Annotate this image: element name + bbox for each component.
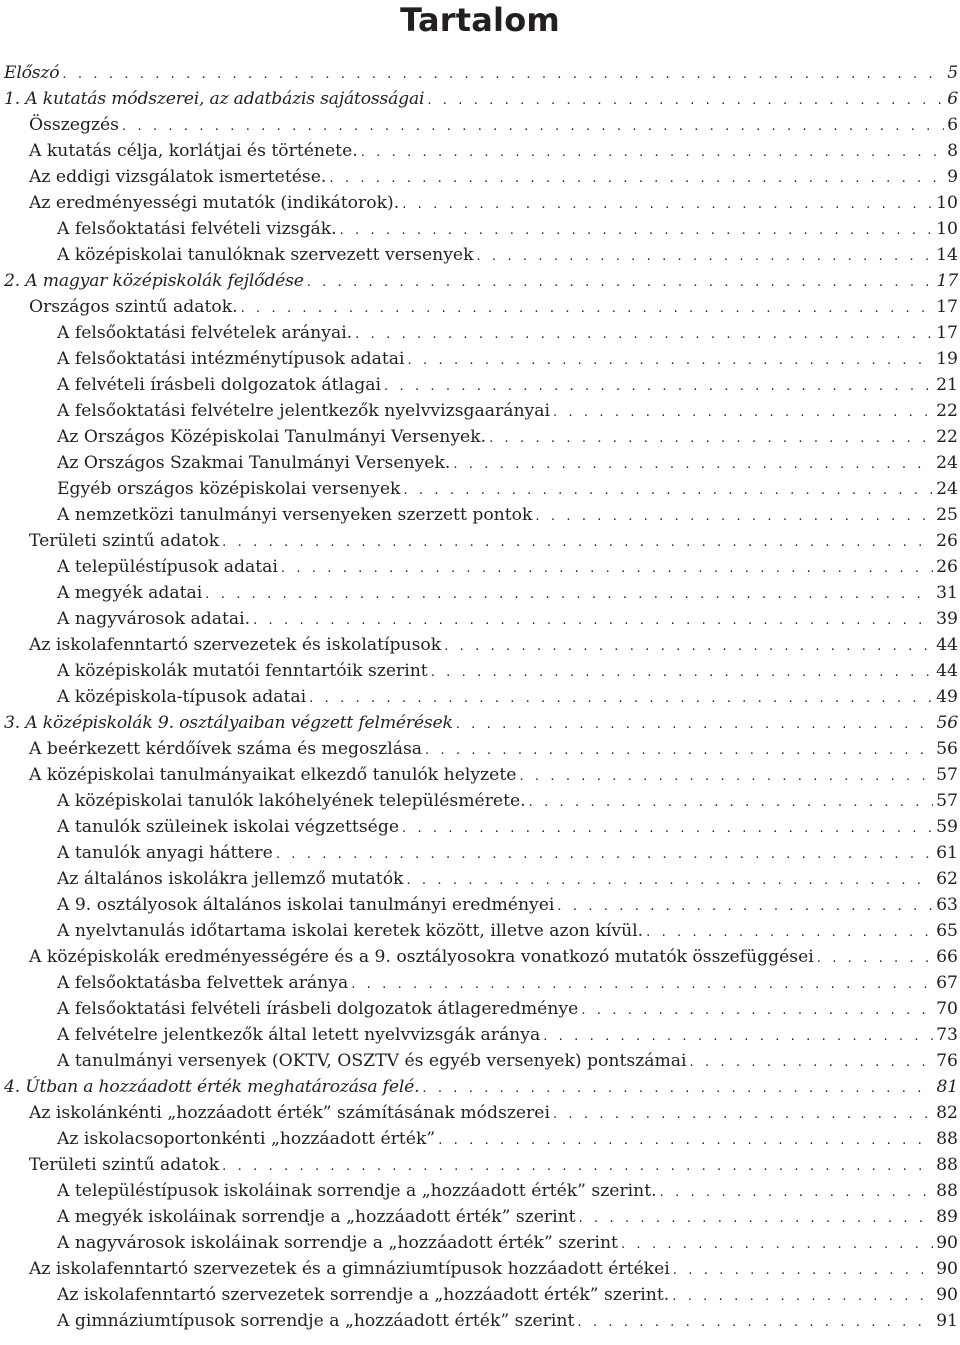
toc-entry[interactable] — [4, 1230, 958, 1256]
dot-leader — [489, 426, 933, 452]
dot-leader — [406, 868, 933, 894]
toc-entry-page-number: 76 — [936, 1051, 958, 1071]
toc-entry-title: A megyék adatai — [57, 583, 203, 603]
toc-entry-title: 3. A középiskolák 9. osztályaiban végzett felmérések — [4, 713, 453, 733]
dot-leader — [581, 998, 933, 1024]
dot-leader — [402, 192, 933, 218]
dot-leader — [281, 556, 933, 582]
toc-entry[interactable] — [4, 736, 958, 762]
dot-leader — [241, 296, 934, 322]
dot-leader — [425, 738, 933, 764]
toc-entry[interactable] — [4, 762, 958, 788]
dot-leader — [402, 816, 933, 842]
toc-entry-page-number: 5 — [947, 63, 958, 83]
toc-entry-page-number: 90 — [936, 1259, 958, 1279]
dot-leader — [351, 972, 933, 998]
toc-entry-title: Területi szintű adatok — [29, 531, 220, 551]
dot-leader — [553, 1102, 933, 1128]
toc-entry-page-number: 31 — [936, 583, 958, 603]
toc-entry-page-number: 22 — [936, 427, 958, 447]
toc-entry-title: A gimnáziumtípusok sorrendje a „hozzáadott érték” szerint — [57, 1311, 575, 1331]
toc-entry[interactable] — [4, 1074, 958, 1100]
toc-entry[interactable] — [4, 970, 958, 996]
toc-entry-title: Az iskolafenntartó szervezetek és iskolatípusok — [29, 635, 442, 655]
toc-entry-title: A 9. osztályosok általános iskolai tanulmányi eredményei — [57, 895, 555, 915]
dot-leader — [122, 114, 944, 140]
toc-entry[interactable] — [4, 1178, 958, 1204]
toc-entry-title: A középiskola-típusok adatai — [57, 687, 307, 707]
toc-entry-page-number: 9 — [947, 167, 958, 187]
dot-leader — [384, 374, 933, 400]
toc-entry-page-number: 25 — [936, 505, 958, 525]
toc-entry[interactable] — [4, 866, 958, 892]
toc-entry-title: Az iskolánkénti „hozzáadott érték” számításának módszerei — [29, 1103, 550, 1123]
toc-entry[interactable] — [4, 320, 958, 346]
dot-leader — [403, 478, 933, 504]
toc-entry-title: A felsőoktatási intézménytípusok adatai — [57, 349, 405, 369]
dot-leader — [62, 62, 944, 88]
toc-entry-page-number: 57 — [936, 791, 958, 811]
dot-leader — [222, 530, 933, 556]
toc-entry[interactable] — [4, 580, 958, 606]
dot-leader — [431, 660, 933, 686]
toc-entry-page-number: 66 — [936, 947, 958, 967]
toc-entry-page-number: 17 — [936, 271, 958, 291]
toc-entry-title: A nemzetközi tanulmányi versenyeken szerzett pontok — [57, 505, 533, 525]
toc-entry[interactable] — [4, 294, 958, 320]
dot-leader — [329, 166, 944, 192]
toc-entry-page-number: 17 — [936, 323, 958, 343]
toc-entry-page-number: 49 — [936, 687, 958, 707]
toc-entry-page-number: 44 — [936, 661, 958, 681]
toc-entry-page-number: 59 — [936, 817, 958, 837]
toc-entry-title: A településtípusok adatai — [57, 557, 278, 577]
toc-entry-page-number: 90 — [936, 1233, 958, 1253]
toc-entry-title: A felsőoktatásba felvettek aránya — [57, 973, 349, 993]
toc-entry[interactable] — [4, 1204, 958, 1230]
toc-entry-page-number: 88 — [936, 1155, 958, 1175]
toc-entry[interactable] — [4, 502, 958, 528]
toc-entry[interactable] — [4, 86, 958, 112]
dot-leader — [621, 1232, 933, 1258]
toc-entry-page-number: 24 — [936, 479, 958, 499]
toc-entry-page-number: 88 — [936, 1129, 958, 1149]
toc-entry-page-number: 70 — [936, 999, 958, 1019]
toc-entry-title: Az Országos Középiskolai Tanulmányi Versenyek. — [57, 427, 487, 447]
toc-entry[interactable] — [4, 788, 958, 814]
toc-entry-title: A felsőoktatási felvételi vizsgák. — [57, 219, 337, 239]
toc-entry[interactable] — [4, 1126, 958, 1152]
dot-leader — [646, 920, 933, 946]
toc-entry[interactable] — [4, 398, 958, 424]
toc-entry[interactable] — [4, 554, 958, 580]
toc-entry-page-number: 57 — [936, 765, 958, 785]
toc-entry-title: Összegzés — [29, 115, 120, 135]
toc-entry-title: A megyék iskoláinak sorrendje a „hozzáadott érték” szerint — [57, 1207, 576, 1227]
dot-leader — [672, 1284, 933, 1310]
dot-leader — [355, 322, 933, 348]
toc-entry-page-number: 24 — [936, 453, 958, 473]
toc-entry-title: Az iskolacsoportonkénti „hozzáadott érték” — [57, 1129, 436, 1149]
toc-entry-title: A felvételi írásbeli dolgozatok átlagai — [57, 375, 382, 395]
toc-entry-page-number: 63 — [936, 895, 958, 915]
toc-entry-title: A felsőoktatási felvételre jelentkezők nyelvvizsgaarányai — [57, 401, 550, 421]
toc-entry-title: A középiskolák mutatói fenntartóik szerint — [57, 661, 428, 681]
toc-entry-title: A felvételre jelentkezők által letett nyelvvizsgák aránya — [57, 1025, 541, 1045]
toc-entry-title: A középiskolai tanulók lakóhelyének településmérete. — [57, 791, 526, 811]
toc-entry-page-number: 10 — [936, 219, 958, 239]
toc-entry-title: Az iskolafenntartó szervezetek és a gimnáziumtípusok hozzáadott értékei — [29, 1259, 670, 1279]
dot-leader — [340, 218, 934, 244]
dot-leader — [660, 1180, 934, 1206]
dot-leader — [557, 894, 933, 920]
toc-entry-title: 4. Útban a hozzáadott érték meghatározása felé. — [4, 1077, 420, 1097]
dot-leader — [361, 140, 944, 166]
toc-entry-title: Területi szintű adatok — [29, 1155, 220, 1175]
toc-entry-title: A középiskolai tanulóknak szervezett versenyek — [57, 245, 474, 265]
toc-entry[interactable] — [4, 372, 958, 398]
toc-entry-page-number: 39 — [936, 609, 958, 629]
toc-entry-page-number: 14 — [936, 245, 958, 265]
toc-entry[interactable] — [4, 528, 958, 554]
toc-entry-title: A tanulók szüleinek iskolai végzettsége — [57, 817, 399, 837]
toc-entry-title: A kutatás célja, korlátjai és története. — [29, 141, 358, 161]
toc-entry[interactable] — [4, 1256, 958, 1282]
toc-entry-title: A középiskolai tanulmányaikat elkezdő tanulók helyzete — [29, 765, 517, 785]
toc-entry[interactable] — [4, 996, 958, 1022]
toc-entry[interactable] — [4, 1048, 958, 1074]
toc-entry-page-number: 44 — [936, 635, 958, 655]
toc-entry-title: A tanulmányi versenyek (OKTV, OSZTV és egyéb versenyek) pontszámai — [57, 1051, 687, 1071]
dot-leader — [690, 1050, 934, 1076]
toc-entry[interactable] — [4, 268, 958, 294]
dot-leader — [535, 504, 933, 530]
dot-leader — [817, 946, 933, 972]
dot-leader — [276, 842, 933, 868]
toc-entry[interactable] — [4, 944, 958, 970]
toc-entry-page-number: 56 — [936, 739, 958, 759]
toc-entry[interactable] — [4, 840, 958, 866]
toc-entry-page-number: 6 — [947, 89, 958, 109]
toc-entry-title: Egyéb országos középiskolai versenyek — [57, 479, 401, 499]
dot-leader — [579, 1206, 934, 1232]
toc-entry-page-number: 65 — [936, 921, 958, 941]
toc-entry-title: Országos szintű adatok. — [29, 297, 238, 317]
toc-entry[interactable] — [4, 190, 958, 216]
toc-entry[interactable] — [4, 1308, 958, 1334]
toc-entry-title: Az iskolafenntartó szervezetek sorrendje a „hozzáadott érték” szerint. — [57, 1285, 670, 1305]
toc-entry-page-number: 26 — [936, 557, 958, 577]
dot-leader — [577, 1310, 933, 1336]
toc-entry[interactable] — [4, 450, 958, 476]
toc-entry[interactable] — [4, 138, 958, 164]
toc-entry-title: A nagyvárosok iskoláinak sorrendje a „hozzáadott érték” szerint — [57, 1233, 618, 1253]
toc-entry-page-number: 6 — [947, 115, 958, 135]
toc-entry[interactable] — [4, 112, 958, 138]
toc-entry[interactable] — [4, 60, 958, 86]
toc-entry-page-number: 90 — [936, 1285, 958, 1305]
dot-leader — [477, 244, 934, 270]
toc-entry[interactable] — [4, 1152, 958, 1178]
toc-entry-title: A tanulók anyagi háttere — [57, 843, 273, 863]
dot-leader — [438, 1128, 933, 1154]
toc-entry-title: A felsőoktatási felvételek arányai. — [57, 323, 353, 343]
toc-entry-title: A nagyvárosok adatai. — [57, 609, 251, 629]
table-of-contents — [4, 60, 958, 1334]
toc-entry-page-number: 26 — [936, 531, 958, 551]
toc-entry-page-number: 88 — [936, 1181, 958, 1201]
toc-entry-title: 1. A kutatás módszerei, az adatbázis sajátosságai — [4, 89, 425, 109]
toc-entry-page-number: 21 — [936, 375, 958, 395]
toc-entry-title: Előszó — [4, 63, 60, 83]
dot-leader — [444, 634, 933, 660]
toc-entry-title: Az általános iskolákra jellemző mutatók — [57, 869, 404, 889]
dot-leader — [309, 686, 933, 712]
toc-entry[interactable] — [4, 710, 958, 736]
toc-entry-page-number: 17 — [936, 297, 958, 317]
dot-leader — [453, 452, 933, 478]
toc-entry-page-number: 61 — [936, 843, 958, 863]
toc-entry[interactable] — [4, 684, 958, 710]
toc-entry-page-number: 81 — [936, 1077, 958, 1097]
dot-leader — [408, 348, 934, 374]
toc-entry-title: A településtípusok iskoláinak sorrendje a „hozzáadott érték” szerint. — [57, 1181, 657, 1201]
toc-entry-page-number: 10 — [936, 193, 958, 213]
dot-leader — [205, 582, 933, 608]
toc-entry-page-number: 89 — [936, 1207, 958, 1227]
toc-entry[interactable] — [4, 814, 958, 840]
toc-entry-page-number: 82 — [936, 1103, 958, 1123]
toc-entry-title: 2. A magyar középiskolák fejlődése — [4, 271, 304, 291]
dot-leader — [427, 88, 944, 114]
toc-entry-page-number: 73 — [936, 1025, 958, 1045]
toc-entry-page-number: 56 — [936, 713, 958, 733]
toc-entry[interactable] — [4, 242, 958, 268]
toc-entry[interactable] — [4, 164, 958, 190]
toc-entry[interactable] — [4, 1282, 958, 1308]
toc-entry-page-number: 19 — [936, 349, 958, 369]
dot-leader — [253, 608, 933, 634]
toc-entry[interactable] — [4, 632, 958, 658]
dot-leader — [422, 1076, 933, 1102]
toc-entry-page-number: 67 — [936, 973, 958, 993]
toc-entry-page-number: 91 — [936, 1311, 958, 1331]
dot-leader — [307, 270, 934, 296]
toc-entry-page-number: 62 — [936, 869, 958, 889]
dot-leader — [543, 1024, 933, 1050]
dot-leader — [529, 790, 934, 816]
toc-entry[interactable] — [4, 424, 958, 450]
toc-entry-page-number: 8 — [947, 141, 958, 161]
toc-entry-title: A felsőoktatási felvételi írásbeli dolgozatok átlageredménye — [57, 999, 579, 1019]
dot-leader — [553, 400, 933, 426]
toc-entry-title: A beérkezett kérdőívek száma és megoszlása — [29, 739, 423, 759]
toc-entry-title: A középiskolák eredményességére és a 9. osztályosokra vonatkozó mutatók összefüggései — [29, 947, 814, 967]
toc-entry[interactable] — [4, 216, 958, 242]
toc-entry-page-number: 22 — [936, 401, 958, 421]
dot-leader — [456, 712, 934, 738]
toc-entry[interactable] — [4, 1100, 958, 1126]
dot-leader — [519, 764, 933, 790]
toc-entry[interactable] — [4, 1022, 958, 1048]
toc-entry-title: A nyelvtanulás időtartama iskolai keretek között, illetve azon kívül. — [57, 921, 644, 941]
toc-entry-title: Az Országos Szakmai Tanulmányi Versenyek. — [57, 453, 451, 473]
dot-leader — [673, 1258, 933, 1284]
toc-entry[interactable] — [4, 658, 958, 684]
toc-entry[interactable] — [4, 476, 958, 502]
toc-entry-title: Az eredményességi mutatók (indikátorok). — [29, 193, 400, 213]
toc-entry[interactable] — [4, 892, 958, 918]
toc-entry[interactable] — [4, 346, 958, 372]
dot-leader — [222, 1154, 933, 1180]
toc-entry[interactable] — [4, 606, 958, 632]
toc-entry-title: Az eddigi vizsgálatok ismertetése. — [29, 167, 327, 187]
toc-entry[interactable] — [4, 918, 958, 944]
page-title: Tartalom — [400, 1, 560, 39]
